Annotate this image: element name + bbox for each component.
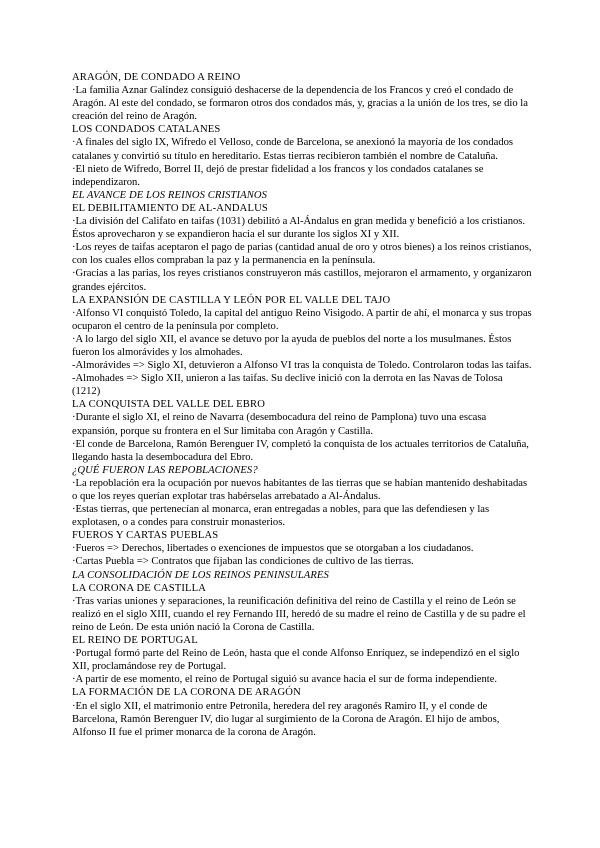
paragraph: -Almohades => Siglo XII, unieron a las taifas. Su declive inició con la derrota en las Navas de Tolosa (1212) [72, 373, 503, 398]
paragraph: -Almorávides => Siglo XI, detuvieron a Alfonso VI tras la conquista de Toledo. Controlaron todas las taifas. [72, 360, 532, 372]
paragraph: ·A finales del siglo IX, Wifredo el Velloso, conde de Barcelona, se anexionó la mayoría de los condados catalanes y convirtió su título en hereditario. Estas tierras recibieron también el nombre de Cataluña. [72, 137, 514, 162]
section-heading: LA EXPANSIÓN DE CASTILLA Y LEÓN POR EL VALLE DEL TAJO [72, 294, 391, 306]
paragraph: ·En el siglo XII, el matrimonio entre Petronila, heredera del rey aragonés Ramiro II, y el conde de Barcelona, Ramón Berenguer IV, dio lugar al surgimiento de la Corona de Aragón. El hijo de ambos, Alfonso II fue el primer monarca de la corona de Aragón. [72, 700, 500, 738]
paragraph: ·Alfonso VI conquistó Toledo, la capital del antiguo Reino Visigodo. A partir de ahí, el monarca y sus tropas ocuparon el centro de la península por completo. [72, 307, 532, 332]
paragraph: ·Cartas Puebla => Contratos que fijaban las condiciones de cultivo de las tierras. [72, 556, 414, 568]
section-heading: FUEROS Y CARTAS PUEBLAS [72, 530, 219, 542]
paragraph: ·La división del Califato en taifas (1031) debilitó a Al-Ándalus en gran medida y benefició a los cristianos. Éstos aprovecharon y se expandieron hacia el sur durante los siglos XI y XII. [72, 216, 526, 241]
section-heading: EL DEBILITAMIENTO DE AL-ANDALUS [72, 202, 268, 214]
section-title: EL AVANCE DE LOS REINOS CRISTIANOS [72, 189, 268, 201]
paragraph: ·Tras varias uniones y separaciones, la reunificación definitiva del reino de Castilla y el reino de León se realizó en el siglo XIII, cuando el rey Fernando III, heredó de su madre el reino de Castilla y de su padre el reino de León. De esta unión nació la Corona de Castilla. [72, 595, 526, 633]
paragraph: ·A partir de ese momento, el reino de Portugal siguió su avance hacia el sur de forma independiente. [72, 674, 498, 686]
paragraph: ·Estas tierras, que pertenecían al monarca, eran entregadas a nobles, para que las defendiesen y las explotasen, o a condes para construir monasterios. [72, 504, 490, 529]
paragraph: ·Gracias a las parias, los reyes cristianos construyeron más castillos, mejoraron el armamento, y organizaron grandes ejércitos. [72, 268, 532, 293]
paragraph: ·Fueros => Derechos, libertades o exenciones de impuestos que se otorgaban a los ciudadanos. [72, 543, 474, 555]
section-heading: LA FORMACIÓN DE LA CORONA DE ARAGÓN [72, 687, 301, 699]
paragraph: ·Portugal formó parte del Reino de León, hasta que el conde Alfonso Enríquez, se independizó en el siglo XII, proclamándose rey de Portugal. [72, 648, 520, 673]
section-title: ¿QUÉ FUERON LAS REPOBLACIONES? [72, 464, 258, 476]
paragraph: ·Durante el siglo XI, el reino de Navarra (desembocadura del reino de Pamplona) tuvo una escasa expansión, porque su frontera en el Sur limitaba con Aragón y Castilla. [72, 412, 487, 437]
section-heading: EL REINO DE PORTUGAL [72, 635, 198, 647]
section-title: LA CONSOLIDACIÓN DE LOS REINOS PENINSULARES [72, 569, 329, 581]
paragraph: ·La familia Aznar Galíndez consiguió deshacerse de la dependencia de los Francos y creó el condado de Aragón. Al este del condado, se formaron otros dos condados más, y, gracias a la unión de los tres, se dio la creación del reino de Aragón. [72, 85, 528, 123]
paragraph: ·Los reyes de taifas aceptaron el pago de parias (cantidad anual de oro y otros bienes) a los reinos cristianos, con los cuales ellos compraban la paz y la permanencia en la península. [72, 242, 532, 267]
section-heading: LOS CONDADOS CATALANES [72, 124, 221, 136]
section-heading: ARAGÓN, DE CONDADO A REINO [72, 72, 241, 83]
paragraph: ·A lo largo del siglo XII, el avance se detuvo por la ayuda de pueblos del norte a los musulmanes. Éstos fueron los almorávides y los almohades. [72, 333, 512, 358]
paragraph: ·El nieto de Wifredo, Borrel II, dejó de prestar fidelidad a los francos y los condados catalanes se independizaron. [72, 163, 484, 188]
paragraph: ·El conde de Barcelona, Ramón Berenguer IV, completó la conquista de los actuales territorios de Cataluña, llegando hasta la desembocadura del Ebro. [72, 438, 529, 463]
document-page [72, 71, 532, 739]
paragraph: ·La repoblación era la ocupación por nuevos habitantes de las tierras que se habían mantenido deshabitadas o que los reyes querían explotar tras habérselas arrebatado a Al-Ándalus. [72, 477, 528, 502]
section-heading: LA CORONA DE CASTILLA [72, 582, 207, 594]
section-heading: LA CONQUISTA DEL VALLE DEL EBRO [72, 399, 266, 411]
